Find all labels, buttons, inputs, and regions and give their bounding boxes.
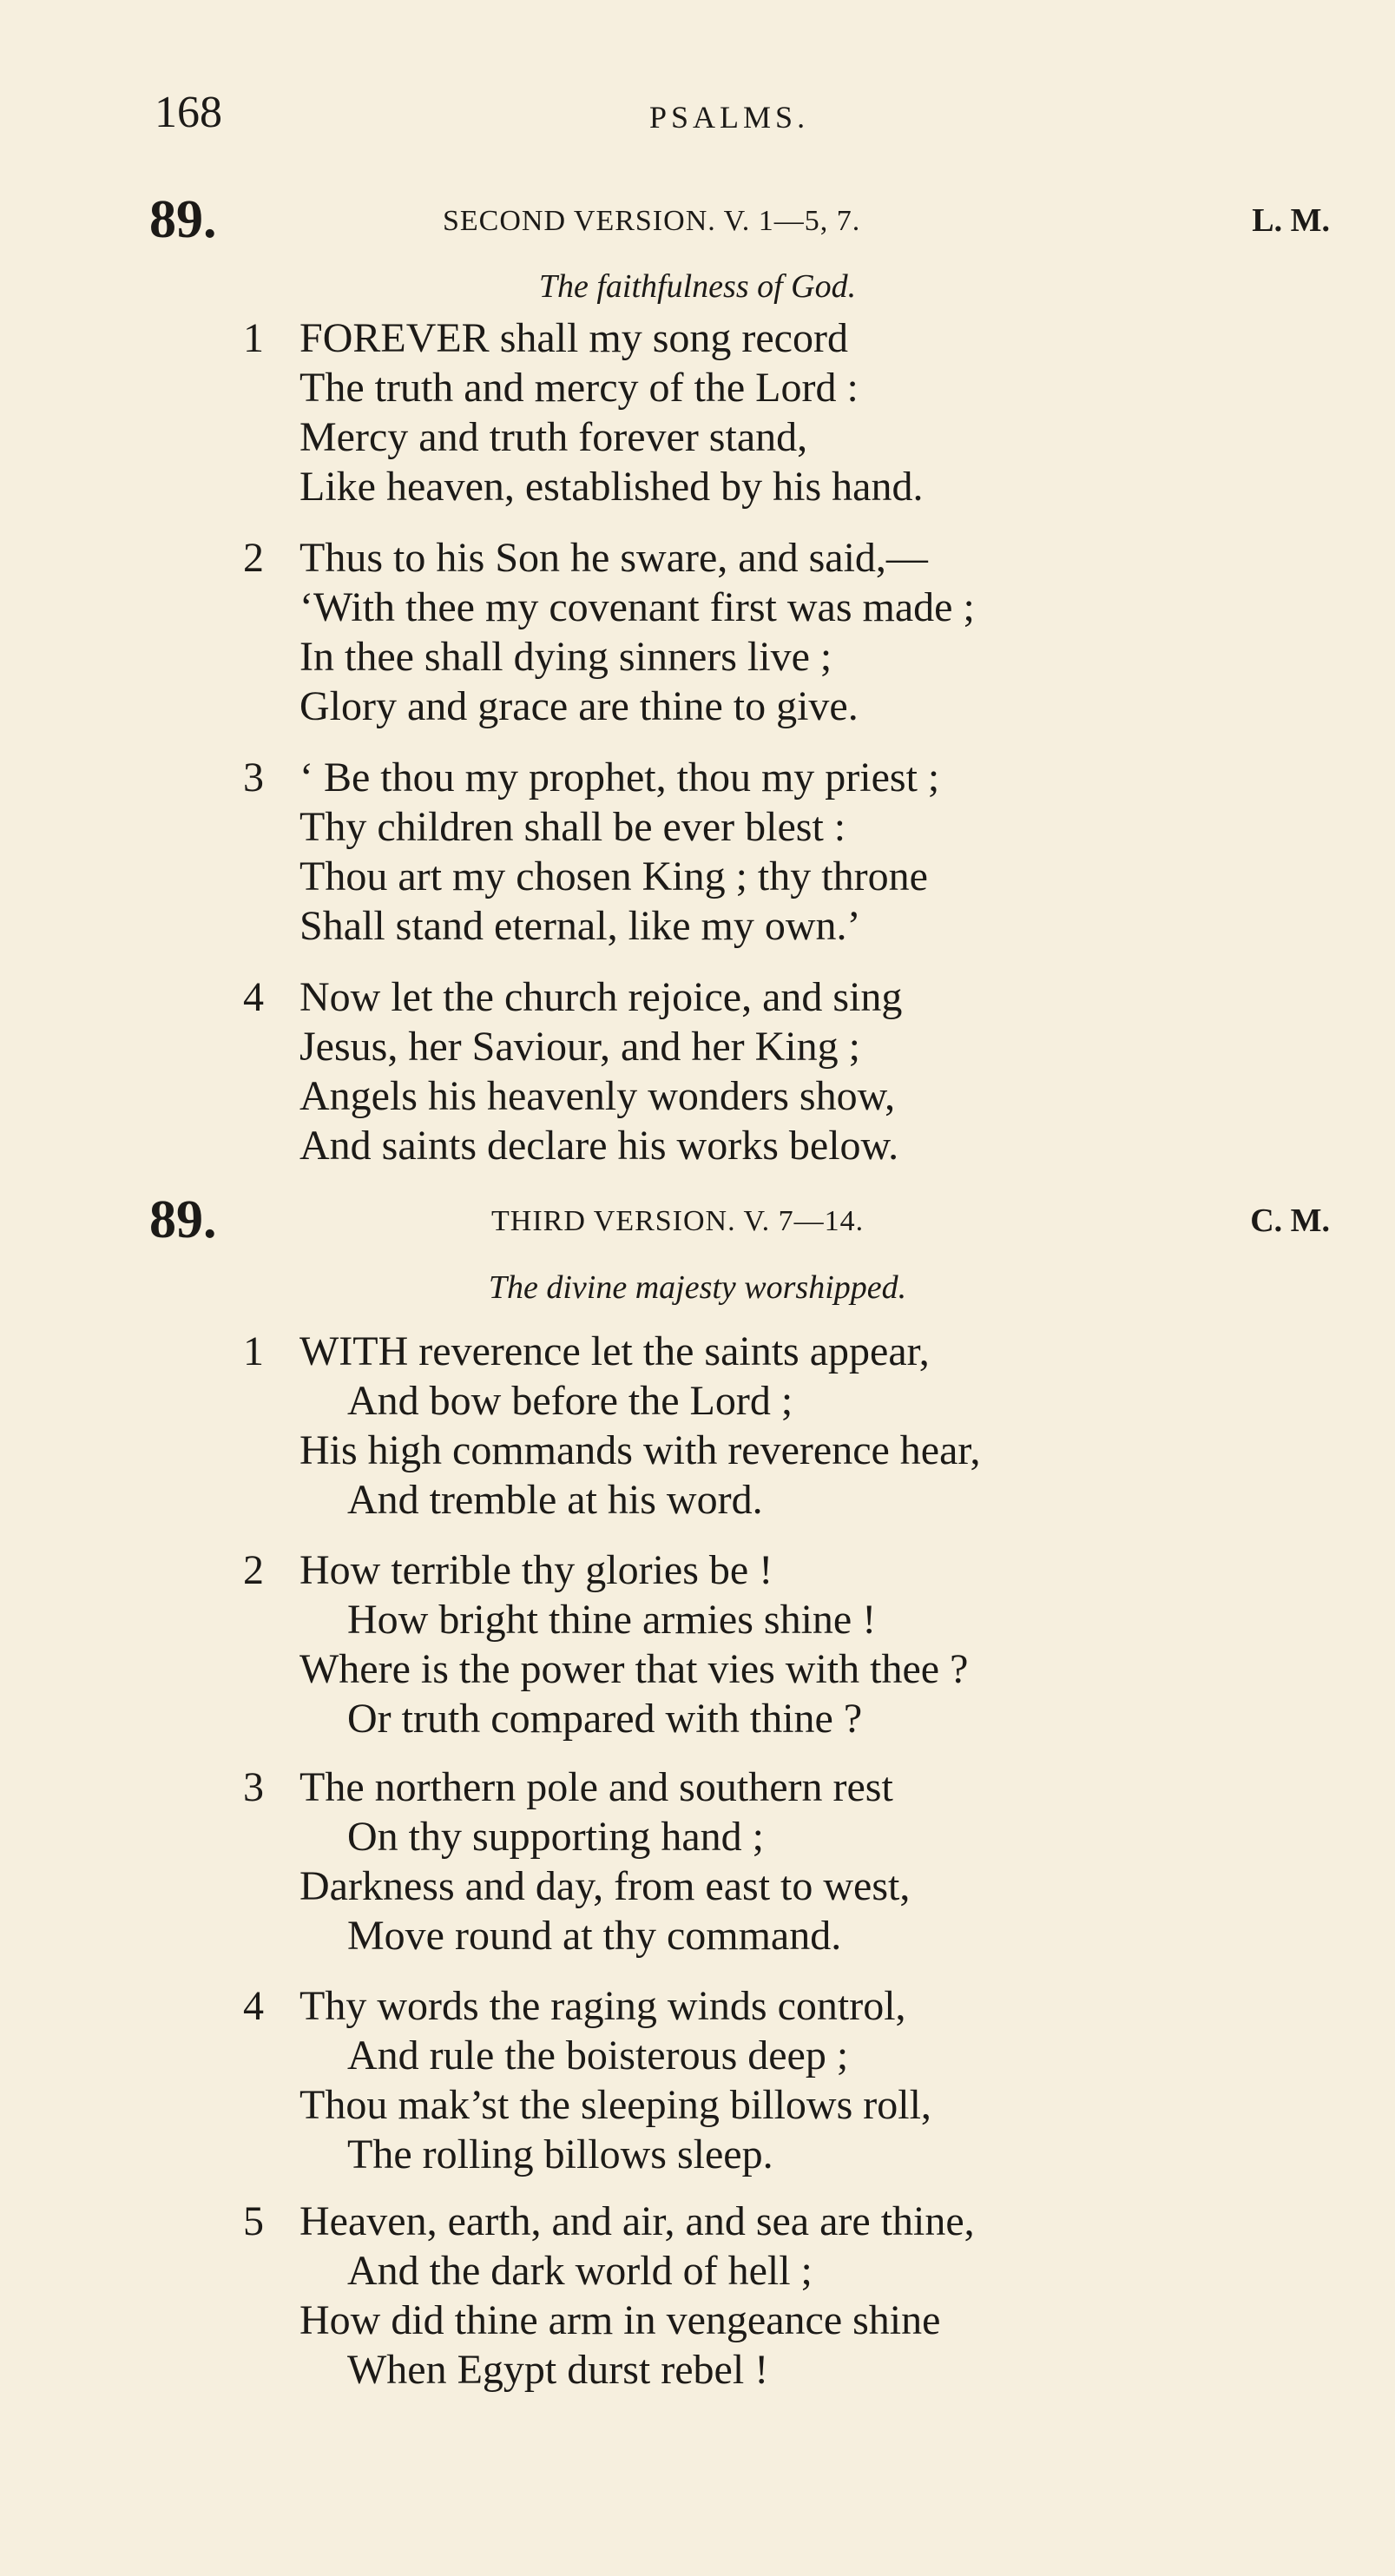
page-number: 168 (155, 88, 222, 137)
psalm-heading (149, 189, 1339, 250)
verse-line: How bright thine armies shine ! (347, 1597, 877, 1643)
verse-line: Or truth compared with thine ? (347, 1696, 863, 1742)
verse-line: The truth and mercy of the Lord : (299, 365, 859, 411)
verse-line: And rule the boisterous deep ; (347, 2032, 849, 2079)
psalm-heading (149, 1189, 1339, 1250)
verse-line: Thou mak’st the sleeping billows roll, (299, 2082, 931, 2128)
hymn-subtitle: The divine majesty worshipped. (488, 1269, 907, 1306)
hymn-subtitle: The faithfulness of God. (538, 268, 857, 305)
verse-line: Darkness and day, from east to west, (299, 1863, 911, 1909)
stanza-number: 4 (243, 974, 264, 1020)
verse-line: Now let the church rejoice, and sing (299, 974, 903, 1020)
psalm-number: 89. (149, 190, 217, 249)
verse-line: And bow before the Lord ; (347, 1378, 793, 1424)
verse-line: ‘With thee my covenant first was made ; (299, 584, 975, 630)
stanza-number: 4 (243, 1983, 264, 2029)
verse-line: The rolling billows sleep. (347, 2131, 773, 2177)
running-head (155, 87, 1335, 139)
verse-line: Jesus, her Saviour, and her King ; (299, 1024, 860, 1070)
stanza-number: 5 (243, 2198, 264, 2244)
verse-line: Heaven, earth, and air, and sea are thine, (299, 2198, 975, 2244)
verse-line: ‘ Be thou my prophet, thou my priest ; (299, 754, 940, 800)
verse-line: Shall stand eternal, like my own.’ (299, 903, 861, 949)
verse-line: How terrible thy glories be ! (299, 1547, 773, 1593)
verse-line: Glory and grace are thine to give. (299, 683, 859, 729)
psalm-number: 89. (149, 1190, 217, 1249)
verse-line: Thy children shall be ever blest : (299, 804, 846, 850)
stanza-number: 2 (243, 535, 264, 581)
verse-line: WITH reverence let the saints appear, (299, 1328, 930, 1374)
verse-line: Like heaven, established by his hand. (299, 464, 924, 510)
version-label: SECOND VERSION. V. 1—5, 7. (443, 205, 861, 237)
verse-line: The northern pole and southern rest (299, 1764, 893, 1810)
running-title: PSALMS. (649, 100, 810, 135)
stanza-number: 1 (243, 1328, 264, 1374)
verse-line: In thee shall dying sinners live ; (299, 634, 832, 680)
verse-line: And the dark world of hell ; (347, 2248, 813, 2294)
verse-line: And saints declare his works below. (299, 1123, 899, 1169)
verse-line: Thy words the raging winds control, (299, 1983, 906, 2029)
stanza-number: 3 (243, 754, 264, 800)
meter-label: C. M. (1250, 1202, 1330, 1239)
verse-line: And tremble at his word. (347, 1477, 763, 1523)
verse-line: Angels his heavenly wonders show, (299, 1073, 896, 1119)
stanza-number: 1 (243, 315, 264, 361)
verse-line: His high commands with reverence hear, (299, 1427, 981, 1473)
verse-line: Mercy and truth forever stand, (299, 414, 808, 460)
stanza-number: 2 (243, 1547, 264, 1593)
verse-line: Move round at thy command. (347, 1913, 842, 1959)
verse-line: FOREVER shall my song record (299, 315, 848, 361)
verse-line: How did thine arm in vengeance shine (299, 2297, 941, 2343)
verse-line: Thou art my chosen King ; thy throne (299, 853, 928, 899)
verse-line: When Egypt durst rebel ! (347, 2347, 769, 2393)
version-label: THIRD VERSION. V. 7—14. (491, 1205, 865, 1237)
verse-line: On thy supporting hand ; (347, 1814, 764, 1860)
verse-line: Thus to his Son he sware, and said,— (299, 535, 928, 581)
verse-line: Where is the power that vies with thee ? (299, 1646, 969, 1692)
meter-label: L. M. (1252, 202, 1330, 239)
stanza-number: 3 (243, 1764, 264, 1810)
